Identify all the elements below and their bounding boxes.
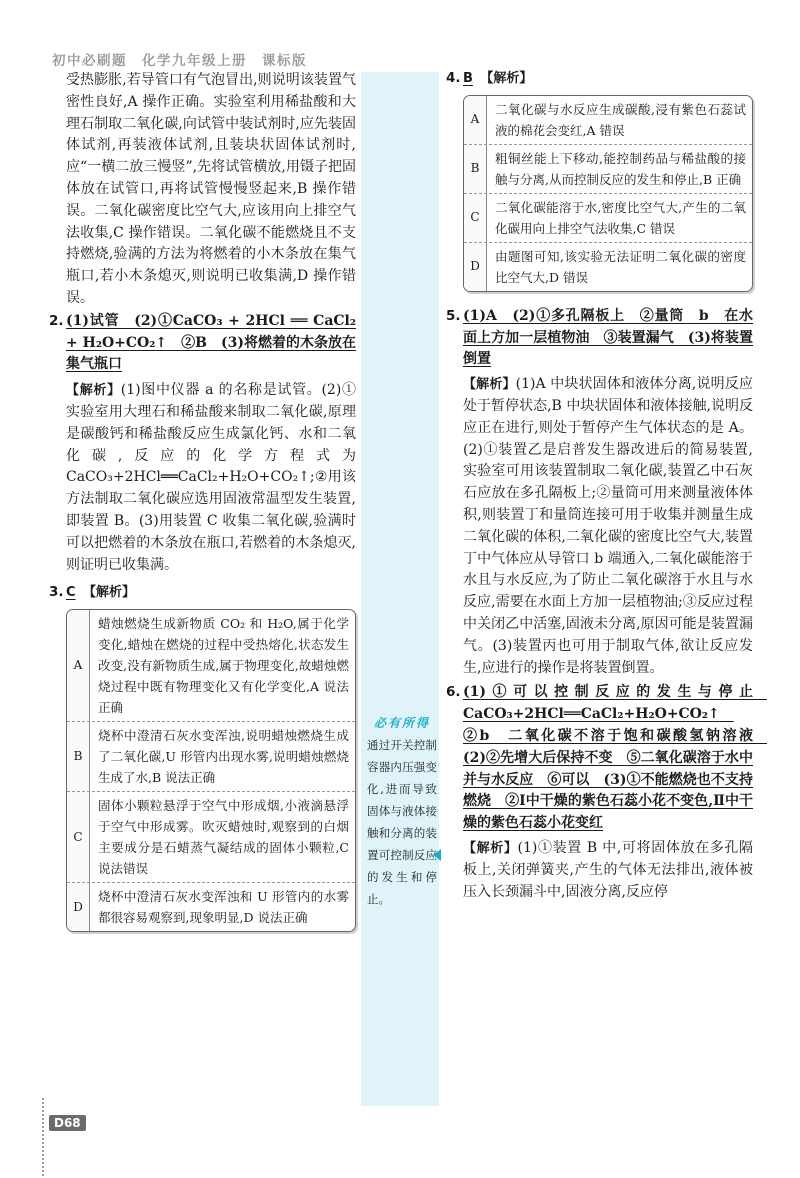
tip-text: 通过开关控制容器内压强变化,进而导致固体与液体接触和分离的装置可控制反应的发生和停止。 — [367, 738, 437, 906]
page-edge-dots — [42, 1098, 44, 1176]
right-column — [446, 68, 767, 903]
q3-number: 3. — [49, 584, 64, 601]
q2-explanation — [66, 380, 356, 576]
q6-number: 6. — [446, 684, 461, 701]
q4-row-a — [464, 96, 752, 145]
q5-jiexi-label: 【解析】 — [463, 377, 516, 393]
row-text: 粗铜丝能上下移动,能控制药品与稀盐酸的接触与分离,从而控制反应的发生和停止,B 正确 — [495, 150, 746, 187]
q2-jiexi-text: (1)图中仪器 a 的名称是试管。(2)①实验室用大理石和稀盐酸来制取二氧化碳,原理是碳酸钙和稀盐酸反应生成氯化钙、水和二氧化碳,反应的化学方程式为 CaCO₃+2HCl══CaCl₂+H₂O+CO₂↑;②用该方法制取二氧化碳应选用固液常温型发生装置,即装置 B。(3)用装置 C 收集二氧化碳,验满时可以把燃着的木条放在瓶口,若燃着的木条熄灭,则证明已收集满。 — [66, 382, 356, 573]
q5-block — [446, 306, 753, 680]
q1-continuation: 受热膨胀,若导管口有气泡冒出,则说明该装置气密性良好,A 操作正确。实验室利用稀盐酸和大理石制取二氧化碳,向试管中装试剂时,应先装固体试剂,再装液体试剂,且装块状固体试剂时,应“一横二放三慢竖”,先将试管横放,用镊子把固体放在试管口,再将试管慢慢竖起来,B 操作错误。二氧化碳密度比空气大,应该用向上排空气法收集,C 操作错误。二氧化碳不能燃烧且不支持燃烧,验满的方法为将燃着的小木条放在集气瓶口,若小木条熄灭,则说明已收集满,D 操作错误。 — [66, 72, 356, 306]
q4-answer: B — [463, 71, 473, 86]
tip-title: 必有所得 — [373, 716, 430, 730]
left-column — [49, 70, 357, 932]
row-label: A — [67, 610, 90, 721]
page-header: 初中必刷题 化学九年级上册 课标版 — [52, 53, 307, 69]
tip-box — [367, 712, 437, 910]
q4-row-b — [464, 145, 752, 194]
q3-header — [66, 582, 356, 604]
row-label: C — [464, 194, 487, 242]
q6-block — [446, 682, 767, 903]
q2-number: 2. — [49, 312, 64, 329]
q2-jiexi-label: 【解析】 — [66, 383, 121, 399]
q5-jiexi-text: (1)A 中块状固体和液体分离,说明反应处于暂停状态,B 中块状固体和液体接触,说明反应正在进行,则处于暂停产生气体状态的是 A。(2)①装置乙是启普发生器改进后的简易装置,实验室可用该装置制取二氧化碳,装置乙中石灰石应放在多孔隔板上;②量筒可用来测量液体体积,则装置丁和量筒连接可用于收集并测量生成二氧化碳的体积,二氧化碳的密度比空气大,装置丁中气体应从导管口 b 端通入,二氧化碳能溶于水且与水反应,为了防止二氧化碳溶于水且与水反应,需要在水面上方加一层植物油;③反应过程中关闭乙中活塞,固液未分离,原因可能是装置漏气。(3)装置丙也可用于制取气体,欲让反应发生,应进行的操作是将装置倒置。 — [463, 376, 753, 676]
q4-header — [463, 68, 753, 90]
row-label: C — [67, 792, 90, 882]
q5-answer: (1)A (2)①多孔隔板上 ②量筒 b 在水面上方加一层植物油 ③装置漏气 (3)将装置倒置 — [463, 307, 753, 368]
row-text: 固体小颗粒悬浮于空气中形成烟,小液滴悬浮于空气中形成雾。吹灭蜡烛时,观察到的白烟主要成分是石蜡蒸气凝结成的固体小颗粒,C 说法错误 — [98, 798, 349, 877]
q5-number: 5. — [446, 307, 461, 324]
q3-jiexi-label: 【解析】 — [89, 585, 136, 601]
row-text: 蜡烛燃烧生成新物质 CO₂ 和 H₂O,属于化学变化,蜡烛在燃烧的过程中受热熔化,状态发生改变,没有新物质生成,属于物理变化,故蜡烛燃烧过程中既有物理变化又有化学变化,A 说法正确 — [98, 616, 349, 716]
row-label: D — [67, 883, 90, 931]
q3-analysis-table — [66, 609, 356, 932]
tip-arrow-icon — [433, 849, 441, 861]
q4-row-d — [464, 243, 752, 291]
q2-answer-a: (1)试管 (2)① — [66, 312, 173, 329]
q4-jiexi-label: 【解析】 — [486, 71, 533, 86]
q3-row-a — [67, 610, 355, 722]
row-label: D — [464, 243, 487, 291]
row-label: B — [67, 722, 90, 791]
row-label: A — [464, 96, 487, 144]
q6-jiexi-label: 【解析】 — [463, 840, 518, 856]
row-text: 烧杯中澄清石灰水变浑浊和 U 形管内的水雾都很容易观察到,现象明显,D 说法正确 — [98, 889, 349, 926]
row-text: 烧杯中澄清石灰水变浑浊,说明蜡烛燃烧生成了二氧化碳,U 形管内出现水雾,说明蜡烛燃烧生成了水,B 说法正确 — [98, 728, 349, 786]
q3-block — [49, 582, 356, 932]
q6-jiexi-text: (1)①装置 B 中,可将固体放在多孔隔板上,关闭弹簧夹,产生的气体无法排出,液体被压入长颈漏斗中,固液分离,反应停 — [463, 839, 753, 900]
row-text: 由题图可知,该实验无法证明二氧化碳的密度比空气大,D 错误 — [495, 248, 746, 285]
q3-row-d — [67, 883, 355, 931]
page-number: D68 — [49, 1115, 86, 1131]
q4-analysis-table — [463, 95, 753, 292]
q6-answer: (1)①可以控制反应的发生与停止 CaCO₃+2HCl══CaCl₂+H₂O+CO₂↑ ②b 二氧化碳不溶于饱和碳酸氢钠溶液 (2)②先增大后保持不变 ⑤二氧化碳溶于水中并与水反应 ⑥可以 (3)①不能燃烧也不支持燃烧 ②Ⅰ中干燥的紫色石蕊小花不变色,Ⅱ中干燥的紫色石蕊小花变红 — [463, 684, 767, 832]
q2-answer — [66, 311, 356, 376]
row-text: 二氧化碳能溶于水,密度比空气大,产生的二氧化碳用向上排空气法收集,C 错误 — [495, 199, 746, 236]
q2-equation: CaCO₃ + 2HCl ══ CaCl₂ + H₂O+CO₂↑ — [66, 312, 356, 351]
q2-answer-b: ②B (3)将燃着的木条放在集气瓶口 — [66, 334, 357, 373]
q4-row-c — [464, 194, 752, 243]
q4-number: 4. — [446, 70, 461, 86]
q5-explanation — [463, 374, 753, 679]
q6-explanation — [463, 838, 753, 903]
q3-answer: C — [66, 585, 76, 601]
q3-row-c — [67, 792, 355, 883]
row-label: B — [464, 145, 487, 193]
q4-block — [446, 68, 753, 292]
row-text: 二氧化碳与水反应生成碳酸,浸有紫色石蕊试液的棉花会变红,A 错误 — [495, 101, 746, 138]
q3-row-b — [67, 722, 355, 792]
margin-strip — [361, 72, 439, 1106]
q2-block — [49, 311, 357, 577]
